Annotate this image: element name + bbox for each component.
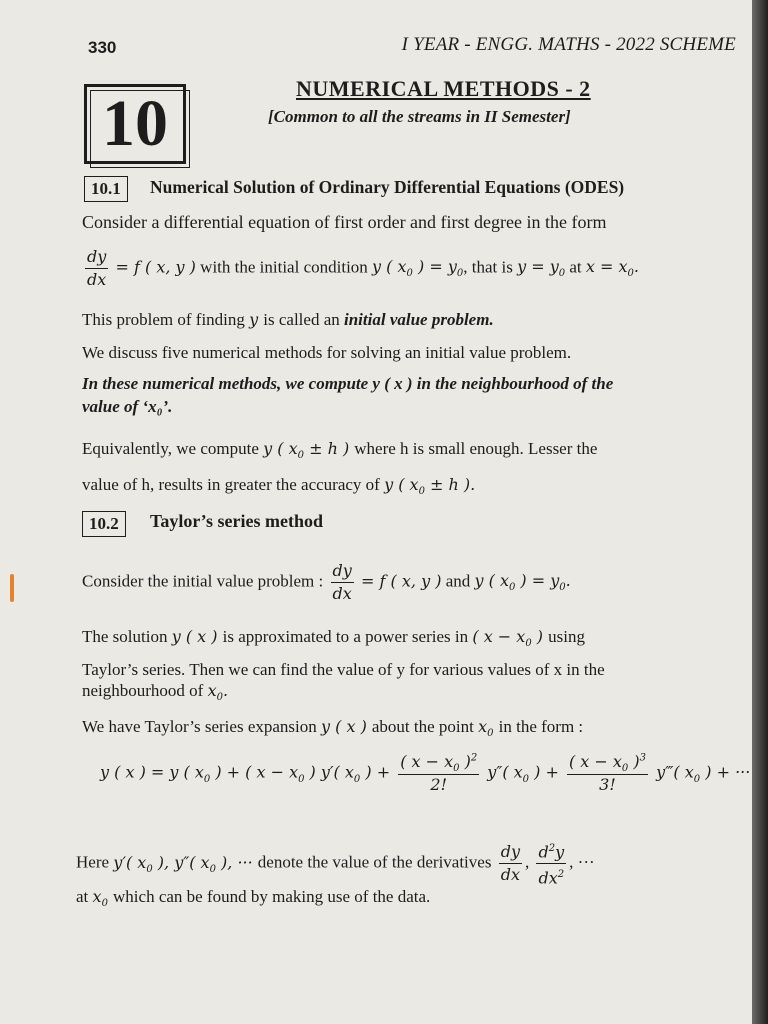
solution-text-d: neighbourhood of	[82, 681, 204, 700]
problem-text-a: This problem of finding	[82, 310, 245, 329]
page-number: 330	[88, 38, 117, 57]
expansion-text-b: about the point	[371, 717, 474, 736]
ivp-line: Consider the initial value problem : $\frac{dy}{dx}$ = f ( x, y ) and y ( $x_0$ ) = $y_0$.	[82, 561, 571, 603]
problem-line: This problem of finding y is called an initial value problem.	[82, 310, 494, 329]
third-order-term: $\frac{( x - x_0 )^3}{3!}$	[568, 752, 646, 795]
section-number-box	[84, 176, 128, 202]
solution-text-b: is approximated to a power series in	[222, 627, 469, 646]
solution-line-2: Taylor’s series. Then we can find the value of y for various values of x in the	[82, 660, 605, 679]
expansion-text-c: in the form :	[498, 717, 584, 736]
chapter-number: 10	[102, 87, 168, 160]
ivp-and-text: and	[445, 571, 471, 591]
dy-dx-fraction-3: $\frac{dy}{dx}$	[500, 842, 520, 885]
discuss-line: We discuss five numerical methods for solving an initial value problem.	[82, 343, 572, 362]
solution-line-3: neighbourhood of $x_0$.	[82, 681, 229, 704]
last-line-text: which can be found by making use of the data.	[113, 887, 431, 906]
here-text-a: Here	[76, 852, 110, 872]
taylor-series-formula: y ( x ) = y ( $x_0$ ) + ( $x - x_0$ ) y′( $x_0$ ) + $\frac{( x - x_0 )^2}{2!}$ y″( $x_0$ ) + $\frac{( x - x_0 )^3}{3!}$ y‴( $x_0$ ) + ···	[100, 752, 751, 795]
equivalently-text-c: value of h, results in greater the accuracy of	[82, 475, 380, 494]
equation-text-that-is: , that is	[463, 257, 513, 277]
equivalently-line-1: Equivalently, we compute y ( $x_0 \pm h$ ) where h is small enough. Lesser the	[82, 439, 598, 462]
emphasis-line-1: In these numerical methods, we compute y ( x ) in the neighbourhood of the	[82, 374, 614, 393]
page-edge-shadow	[752, 0, 768, 1024]
margin-highlight-mark	[10, 574, 14, 602]
chapter-subtitle: [Common to all the streams in II Semester]	[268, 107, 571, 126]
solution-text-c: using	[548, 627, 585, 646]
section-title-2: Taylor’s series method	[150, 511, 323, 531]
ivp-lead-text: Consider the initial value problem :	[82, 571, 324, 591]
section-number-box-2	[82, 511, 126, 537]
equivalently-line-2: value of h, results in greater the accuracy of y ( $x_0 \pm h$ ).	[82, 475, 476, 498]
equivalently-text-b: where h is small enough. Lesser the	[354, 439, 598, 458]
emphasis-line-2: value of ‘x₀’.	[82, 397, 173, 416]
dy-dx-fraction: $\frac{dy}{dx}$	[87, 247, 107, 289]
chapter-number-box	[84, 84, 186, 164]
intro-text: Consider a differential equation of first order and first degree in the form	[82, 212, 607, 232]
problem-text-b: is called an	[263, 310, 340, 329]
ode-equation-line: $\frac{dy}{dx}$ = f ( x, y ) with the initial condition y ( $x_0$ ) = $y_0$, that is $y = y_0$ at $x = x_0$.	[87, 247, 639, 289]
chapter-title: NUMERICAL METHODS - 2	[296, 76, 591, 101]
here-text-b: denote the value of the derivatives	[257, 852, 492, 872]
last-line: at $x_0$ which can be found by making use of the data.	[76, 887, 431, 910]
section-title: Numerical Solution of Ordinary Differential Equations (ODES)	[150, 177, 625, 197]
here-line: Here y′( $x_0$ ), y″( $x_0$ ), ··· denote the value of the derivatives $\frac{dy}{dx}$ , $\frac{d^2y}{dx^2}$ , ···	[76, 838, 595, 890]
section-number: 10.1	[91, 179, 121, 198]
equation-text-at: at	[569, 257, 582, 277]
dy-dx-fraction-2: $\frac{dy}{dx}$	[332, 561, 352, 603]
expansion-line: We have Taylor’s series expansion y ( x ) about the point $x_0$ in the form :	[82, 717, 584, 740]
solution-text-a: The solution	[82, 627, 168, 646]
d2y-dx2-fraction: $\frac{d^2y}{dx^2}$	[536, 838, 566, 890]
initial-value-problem-term: initial value problem.	[344, 310, 494, 329]
section-number-2: 10.2	[89, 514, 119, 533]
equivalently-text-a: Equivalently, we compute	[82, 439, 259, 458]
equation-text-initial-condition: with the initial condition	[200, 257, 368, 277]
running-header: I YEAR - ENGG. MATHS - 2022 SCHEME	[401, 34, 736, 55]
second-order-term: $\frac{( x - x_0 )^2}{2!}$	[400, 752, 478, 795]
expansion-text-a: We have Taylor’s series expansion	[82, 717, 317, 736]
solution-line-1: The solution y ( x ) is approximated to a power series in ( $x - x_0$ ) using	[82, 627, 585, 650]
